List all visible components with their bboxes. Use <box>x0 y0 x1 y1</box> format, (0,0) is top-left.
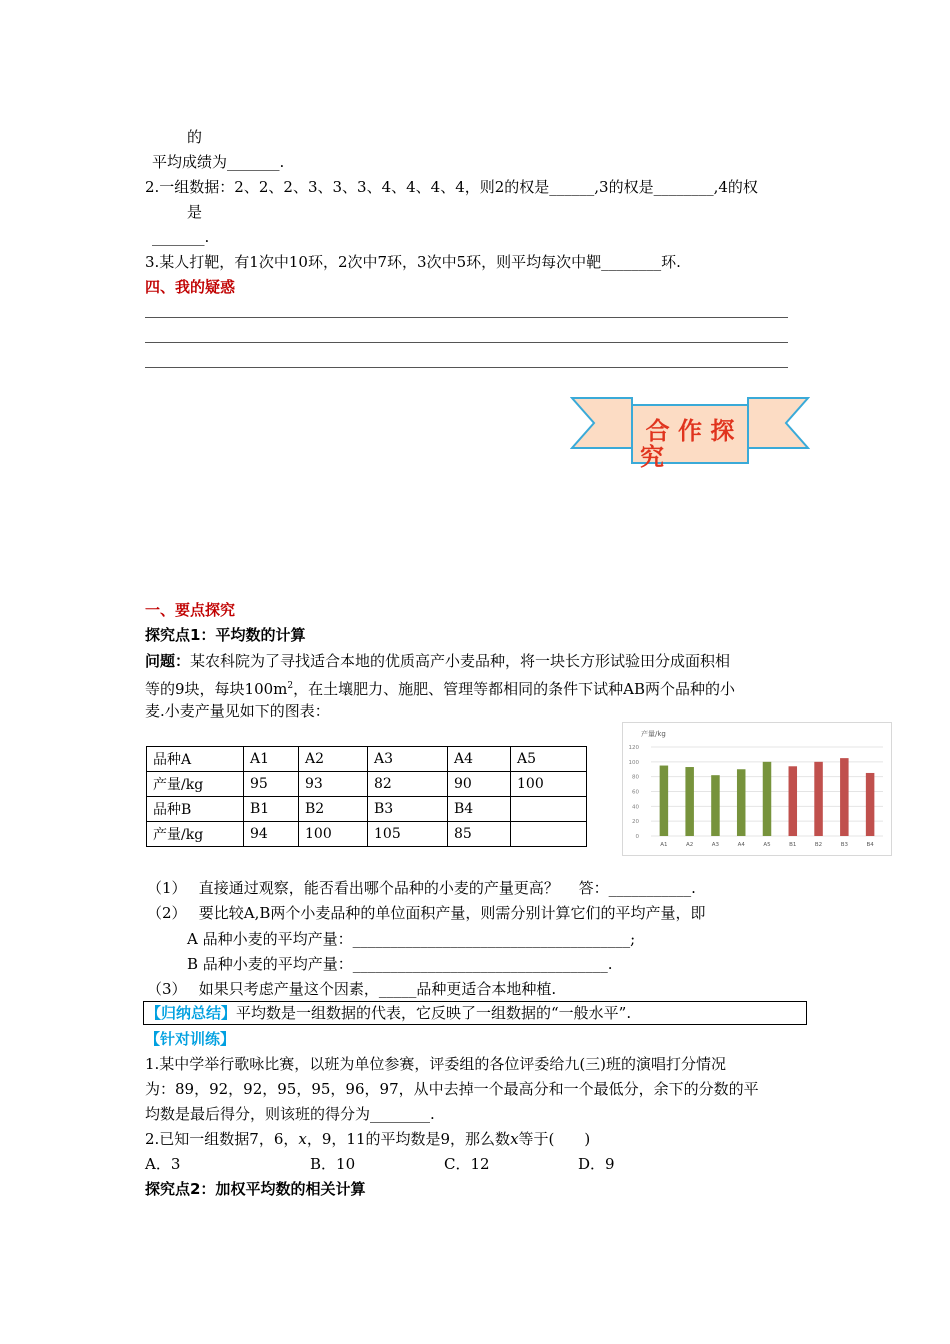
table-cell: A4 <box>448 747 511 772</box>
table-cell <box>511 797 587 822</box>
table-cell: 95 <box>244 772 299 797</box>
chart-x-tick-label: B4 <box>866 842 874 848</box>
question-line-1 <box>145 651 730 671</box>
chart-bar <box>866 773 875 836</box>
training-1-line-3: 均数是最后得分，则该班的得分为________. <box>145 1105 435 1123</box>
table-cell: 82 <box>368 772 448 797</box>
table-cell: 90 <box>448 772 511 797</box>
sub-question-2: （2） 要比较A,B两个小麦品种的单位面积产量，则需分别计算它们的平均产量，即 <box>147 904 706 922</box>
table-row <box>147 822 587 847</box>
chart-y-tick-label: 20 <box>632 819 639 826</box>
blank-line-2 <box>145 342 788 343</box>
chart-bar <box>763 762 772 836</box>
text-average-score: 平均成绩为_______. <box>152 153 285 171</box>
training-2-text-3: 等于( ) <box>518 1130 591 1148</box>
training-label: 【针对训练】 <box>145 1030 236 1048</box>
bar-chart-svg <box>623 723 891 855</box>
chart-x-tick-label: A1 <box>660 842 668 848</box>
sub-question-1: （1） 直接通过观察，能否看出哪个品种的小麦的产量更高？ 答：___________. <box>147 879 696 897</box>
question-line-3: 麦.小麦产量见如下的图表： <box>145 702 330 720</box>
question-3: 3.某人打靶，有1次中10环，2次中7环，3次中5环，则平均每次中靶________环. <box>145 253 681 271</box>
chart-x-tick-label: A4 <box>737 842 745 848</box>
chart-bar <box>840 758 849 836</box>
summary-line <box>146 1003 631 1023</box>
variable-x: x <box>298 1130 307 1148</box>
table-cell: 100 <box>299 822 368 847</box>
chart-y-axis-label: 产量/kg <box>641 730 666 738</box>
question-text-2a: 等的9块，每块100m <box>145 680 288 698</box>
question-2-line-3: _______. <box>152 228 210 246</box>
sub-question-3: （3） 如果只考虑产量这个因素，_____品种更适合本地种植. <box>147 980 557 998</box>
chart-x-tick-label: A5 <box>763 842 771 848</box>
blank-line-1 <box>145 317 788 318</box>
table-cell: 94 <box>244 822 299 847</box>
table-cell: 85 <box>448 822 511 847</box>
chart-x-tick-label: B2 <box>814 842 823 848</box>
summary-label: 【归纳总结】 <box>146 1004 237 1022</box>
question-2-line-1: 2.一组数据：2、2、2、3、3、3、4、4、4、4，则2的权是______,3的权是________,4的权 <box>145 178 758 196</box>
chart-y-tick-label: 120 <box>628 745 639 751</box>
training-2 <box>145 1129 590 1149</box>
training-2-text-1: 2.已知一组数据7，6， <box>145 1130 299 1148</box>
table-cell: 产量/kg <box>147 822 244 847</box>
option-a: A．3 <box>145 1155 181 1173</box>
superscript-2: 2 <box>287 681 294 691</box>
sub-question-2-a: A 品种小麦的平均产量：_____________________________________; <box>187 930 636 948</box>
question-text-1: 某农科院为了寻找适合本地的优质高产小麦品种，将一块长方形试验田分成面积相 <box>190 652 731 670</box>
table-cell: A3 <box>368 747 448 772</box>
summary-text: 平均数是一组数据的代表，它反映了一组数据的“一般水平”. <box>236 1004 632 1022</box>
yield-bar-chart <box>622 722 892 856</box>
variable-x: x <box>510 1130 519 1148</box>
chart-y-tick-label: 0 <box>635 834 639 840</box>
chart-bar <box>660 766 669 836</box>
text-de: 的 <box>187 128 203 146</box>
blank-line-3 <box>145 367 788 368</box>
chart-bar <box>789 766 798 836</box>
chart-x-tick-label: B1 <box>789 842 797 848</box>
banner-ribbon <box>570 395 810 470</box>
table-cell: 100 <box>511 772 587 797</box>
table-cell: A1 <box>244 747 299 772</box>
section-doubt-title: 四、我的疑惑 <box>145 278 236 296</box>
chart-y-tick-label: 80 <box>632 774 639 781</box>
question-label: 问题： <box>145 652 191 670</box>
training-1-line-1: 1.某中学举行歌咏比赛，以班为单位参赛，评委组的各位评委给九(三)班的演唱打分情况 <box>145 1055 727 1073</box>
table-cell: 品种B <box>147 797 244 822</box>
table-cell: 产量/kg <box>147 772 244 797</box>
ribbon-right-tail <box>748 398 808 448</box>
training-2-text-2: ，9，11的平均数是9，那么数 <box>306 1130 511 1148</box>
chart-bar <box>711 775 720 836</box>
table-cell: 品种A <box>147 747 244 772</box>
table-cell: 105 <box>368 822 448 847</box>
question-2-line-2: 是 <box>187 203 203 221</box>
banner-title-line-1: 合 作 探 <box>645 417 735 445</box>
table-row <box>147 747 587 772</box>
chart-x-tick-label: A3 <box>711 842 720 848</box>
sub-question-2-b: B 品种小麦的平均产量：__________________________________. <box>187 955 613 973</box>
table-row <box>147 797 587 822</box>
table-row <box>147 772 587 797</box>
question-text-2b: ，在土壤肥力、施肥、管理等都相同的条件下试种AB两个品种的小 <box>293 680 735 698</box>
table-cell: A2 <box>299 747 368 772</box>
chart-y-tick-label: 60 <box>632 789 639 796</box>
table-cell: 93 <box>299 772 368 797</box>
training-1-line-2: 为：89，92，92，95，95，96，97，从中去掉一个最高分和一个最低分，余下的分数的平 <box>145 1080 759 1098</box>
chart-bar <box>814 762 823 836</box>
chart-y-tick-label: 40 <box>632 804 639 811</box>
ribbon-left-tail <box>572 398 632 448</box>
option-d: D．9 <box>578 1155 615 1173</box>
question-line-2 <box>145 676 735 699</box>
table-cell: B3 <box>368 797 448 822</box>
table-cell: B1 <box>244 797 299 822</box>
chart-bar <box>685 767 694 836</box>
chart-y-tick-label: 100 <box>628 759 639 766</box>
point-1-title: 探究点1：平均数的计算 <box>145 626 306 644</box>
option-c: C．12 <box>444 1155 490 1173</box>
section-1-title: 一、要点探究 <box>145 601 236 619</box>
yield-table <box>146 746 587 847</box>
banner-title-line-2: 究 <box>640 443 664 470</box>
table-cell: B2 <box>299 797 368 822</box>
table-cell: A5 <box>511 747 587 772</box>
option-b: B．10 <box>310 1155 356 1173</box>
chart-x-tick-label: B3 <box>840 842 848 848</box>
chart-x-tick-label: A2 <box>686 842 694 848</box>
table-cell: B4 <box>448 797 511 822</box>
chart-bar <box>737 769 746 836</box>
table-cell <box>511 822 587 847</box>
point-2-title: 探究点2：加权平均数的相关计算 <box>145 1180 366 1198</box>
